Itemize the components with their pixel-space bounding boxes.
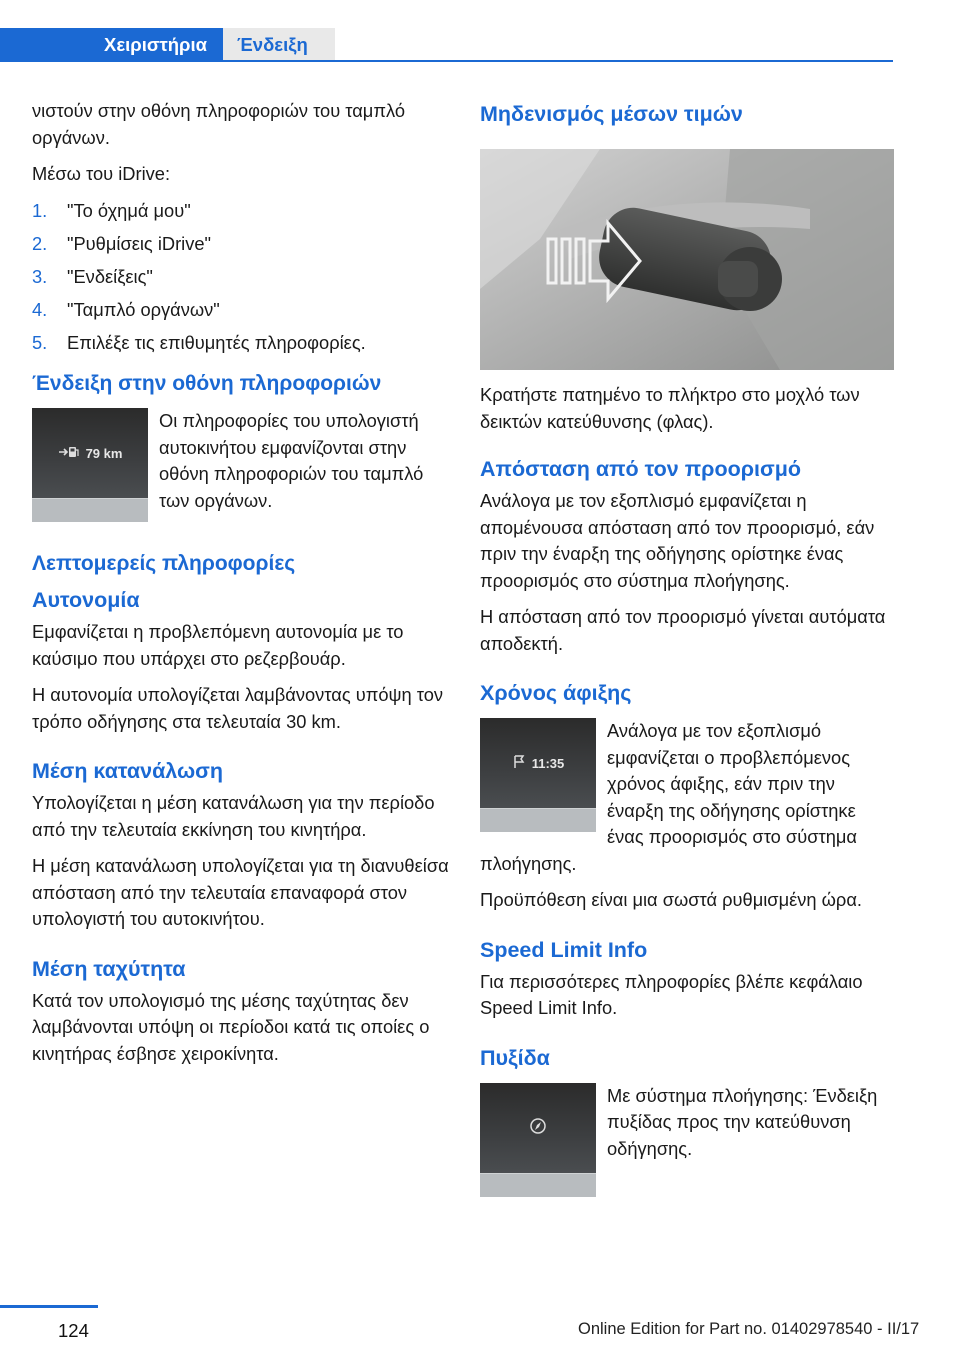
arrival-text-1: Ανάλογα με τον εξοπλισμό εμφανίζεται ο προβλεπόμενος χρόνος άφιξης, εάν πριν την έναρξη της οδήγησης ορίστηκε ένας προορισμός στο σύστημα πλοήγησης. [480, 720, 857, 874]
avg-speed-text: Κατά τον υπολογισμό της μέσης ταχύτητας δεν λαμβάνονται υπόψη οι περίοδοι κατά τις οποίες ο κινητήρας έσβησε χειροκίνητα. [32, 989, 430, 1064]
list-item [32, 264, 450, 291]
speed-limit-heading: Speed Limit Info [480, 937, 648, 962]
idrive-steps-list [32, 198, 450, 357]
range-text-2: Η αυτονομία υπολογίζεται λαμβάνοντας υπόψη τον τρόπο οδήγησης στα τελευταία 30 km. [32, 684, 444, 732]
step-text: "Ρυθμίσεις iDrive" [67, 232, 212, 254]
arrival-heading: Χρόνος άφιξης [480, 681, 632, 705]
right-column [480, 98, 894, 1197]
range-display-value: 79 km [85, 445, 123, 461]
step-number: 1. [32, 199, 48, 221]
avg-speed-heading: Μέση ταχύτητα [32, 956, 186, 981]
arrival-display-value: 11:35 [531, 755, 565, 771]
compass-figure-row [480, 1083, 894, 1197]
compass-heading: Πυξίδα [480, 1045, 550, 1070]
compass-display-figure [480, 1083, 596, 1197]
range-text-1: Εμφανίζεται η προβλεπόμενη αυτονομία με το καύσιμο που υπάρχει στο ρεζερβουάρ. [32, 621, 404, 669]
details-heading: Λεπτομερείς πληροφορίες [32, 552, 296, 575]
step-text: Επιλέξε τις επιθυμητές πληροφορίες. [67, 331, 366, 353]
fuel-pump-icon [58, 446, 80, 461]
turn-signal-lever-photo [480, 149, 894, 370]
intro-text: νιστούν στην οθόνη πληροφοριών του ταμπλό οργάνων. [32, 100, 405, 148]
list-item [32, 231, 450, 258]
avg-consumption-heading: Μέση κατανάλωση [32, 759, 224, 783]
compass-display-screen [480, 1083, 596, 1173]
compass-text: Με σύστημα πλοήγησης: Ένδειξη πυξίδας προς την κατεύθυνση οδήγησης. [607, 1084, 878, 1159]
tab-display[interactable]: Ένδειξη [223, 28, 335, 62]
left-column [32, 98, 450, 1077]
compass-icon [529, 1117, 547, 1138]
reset-heading: Μηδενισμός μέσων τιμών [480, 102, 743, 126]
range-display-screen [32, 408, 148, 498]
step-text: "Το όχημά μου" [67, 199, 191, 221]
distance-text-2: Η απόσταση από τον προορισμό γίνεται αυτόματα αποδεκτή. [480, 606, 886, 654]
tab-controls[interactable]: Χειριστήρια [0, 28, 223, 62]
list-item [32, 198, 450, 225]
edition-info: Online Edition for Part no. 01402978540 - II/17 [578, 1320, 920, 1338]
step-number: 5. [32, 331, 48, 353]
via-idrive-text: Μέσω του iDrive: [32, 163, 171, 184]
step-number: 2. [32, 232, 48, 254]
avg-consumption-text-1: Υπολογίζεται η μέση κατανάλωση για την περίοδο από την τελευταία εκκίνηση του κινητήρα. [32, 792, 435, 840]
step-number: 3. [32, 265, 48, 287]
footer-divider [0, 1305, 98, 1308]
distance-text-1: Ανάλογα με τον εξοπλισμό εμφανίζεται η απομένουσα απόσταση από τον προορισμό, εάν πριν την έναρξη της οδήγησης ορίστηκε ένας προορισμός στο σύστημα πλοήγησης. [480, 490, 875, 591]
lever-illustration [480, 149, 894, 370]
display-heading: Ένδειξη στην οθόνη πληροφοριών [32, 372, 382, 395]
step-text: "Ενδείξεις" [67, 265, 153, 287]
header-divider [0, 60, 893, 62]
display-figure-row [32, 408, 450, 522]
step-text: "Ταμπλό οργάνων" [67, 298, 220, 320]
arrival-figure-row [480, 718, 894, 887]
destination-flag-icon [512, 755, 526, 772]
page-header [0, 0, 960, 62]
arrival-display-screen [480, 718, 596, 808]
list-item [32, 330, 450, 357]
display-text: Οι πληροφορίες του υπολογιστή αυτοκινήτου εμφανίζονται στην οθόνη πληροφοριών του ταμπλό των οργάνων. [159, 410, 424, 511]
arrival-display-figure [480, 718, 596, 832]
range-heading: Αυτονομία [32, 588, 140, 612]
display-bezel [480, 1173, 596, 1197]
speed-limit-text: Για περισσότερες πληροφορίες βλέπε κεφάλαιο Speed Limit Info. [480, 970, 863, 1018]
arrival-text-2: Προϋπόθεση είναι μια σωστά ρυθμισμένη ώρα. [480, 889, 862, 910]
display-bezel [32, 498, 148, 522]
distance-heading: Απόσταση από τον προορισμό [480, 457, 801, 481]
display-bezel [480, 808, 596, 832]
step-number: 4. [32, 298, 48, 320]
avg-consumption-text-2: Η μέση κατανάλωση υπολογίζεται για τη διανυθείσα απόσταση από την τελευταία επαναφορά στον υπολογιστή του αυτοκινήτου. [32, 855, 449, 929]
page-number: 124 [58, 1320, 89, 1341]
reset-text: Κρατήστε πατημένο το πλήκτρο στο μοχλό των δεικτών κατεύθυνσης (φλας). [480, 384, 860, 432]
list-item [32, 297, 450, 324]
range-display-figure [32, 408, 148, 522]
